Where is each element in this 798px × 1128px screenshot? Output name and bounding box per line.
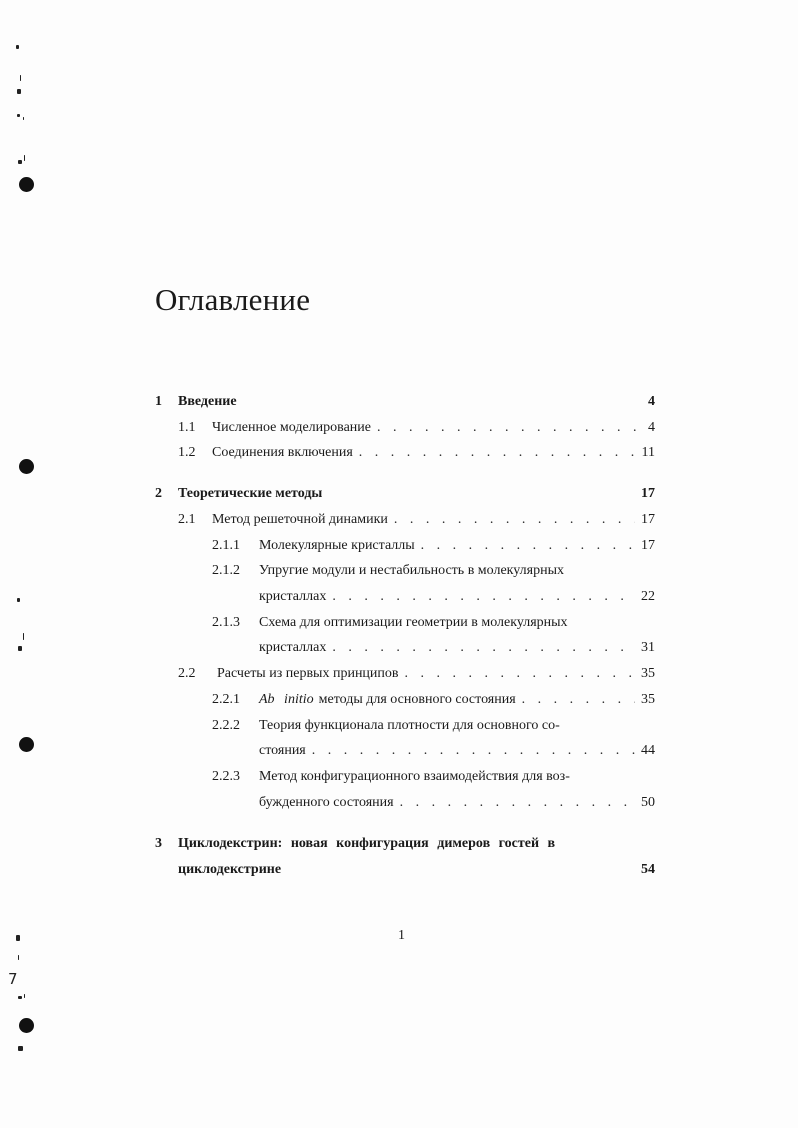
toc-label: Численное моделирование (212, 420, 371, 435)
scan-speck (18, 996, 22, 999)
toc-subsection-2-2-2[interactable] (212, 718, 655, 734)
toc-section-2-2[interactable] (178, 666, 655, 682)
toc-label: Молекулярные кристаллы (259, 538, 415, 553)
scan-speck (16, 45, 19, 49)
toc-chapter-3[interactable] (155, 836, 655, 852)
toc-subsection-2-1-2-cont[interactable] (259, 589, 655, 605)
toc-label: Упругие модули и нестабильность в молекулярных (259, 563, 564, 578)
toc-page: 22 (641, 589, 655, 604)
toc-label: Циклодекстрин: новая конфигурация димеров гостей в (178, 836, 556, 851)
toc-leader-dots (421, 538, 635, 554)
toc-label-italic: Ab initio (259, 692, 314, 707)
toc-label: Соединения включения (212, 445, 353, 460)
toc-label-continued: кристаллах (259, 640, 327, 655)
toc-leader-dots (332, 589, 635, 605)
toc-subsection-2-1-1[interactable] (212, 538, 655, 554)
toc-subsection-2-1-3[interactable] (212, 615, 655, 631)
toc-number: 2 (155, 486, 162, 501)
toc-label-continued: стояния (259, 743, 306, 758)
toc-page: 4 (648, 394, 655, 409)
toc-section-2-1[interactable] (178, 512, 655, 528)
toc-label: Расчеты из первых принципов (217, 666, 399, 681)
toc-section-1-1[interactable] (178, 420, 655, 436)
toc-number: 1.1 (178, 420, 196, 435)
scan-speck (17, 114, 20, 117)
toc-chapter-1[interactable] (155, 394, 655, 410)
toc-subsection-2-2-2-cont[interactable] (259, 743, 655, 759)
toc-number: 2.2.3 (212, 769, 240, 784)
scan-speck (16, 935, 20, 941)
toc-label: Теоретические методы (178, 486, 323, 501)
toc-leader-dots (359, 445, 636, 461)
toc-number: 2.1.1 (212, 538, 240, 553)
toc-subsection-2-2-3[interactable] (212, 769, 655, 785)
scan-speck (23, 117, 24, 120)
toc-page: 35 (641, 666, 655, 681)
toc-page: 44 (641, 743, 655, 758)
toc-leader-dots (405, 666, 635, 682)
toc-page: 17 (641, 512, 655, 527)
toc-page: 35 (641, 692, 655, 707)
toc-page: 17 (641, 538, 655, 553)
scan-speck (18, 646, 22, 651)
page-number: 1 (398, 928, 405, 943)
toc-leader-dots (522, 692, 635, 708)
toc-page: 31 (641, 640, 655, 655)
toc-subsection-2-2-3-cont[interactable] (259, 795, 655, 811)
toc-subsection-2-1-3-cont[interactable] (259, 640, 655, 656)
toc-number: 3 (155, 836, 162, 851)
toc-number: 2.1.3 (212, 615, 240, 630)
scan-speck (20, 75, 21, 81)
toc-chapter-2[interactable] (155, 486, 655, 502)
scan-speck (24, 155, 25, 161)
scan-speck (18, 160, 22, 164)
toc-section-1-2[interactable] (178, 445, 655, 461)
punch-hole-1 (19, 177, 34, 192)
toc-number: 1.2 (178, 445, 196, 460)
toc-page: 4 (648, 420, 655, 435)
toc-page: 54 (641, 862, 655, 877)
toc-page: 17 (641, 486, 655, 501)
toc-subsection-2-1-2[interactable] (212, 563, 655, 579)
handwritten-mark: 7 (8, 970, 18, 988)
scan-speck (17, 598, 20, 602)
scan-speck (24, 994, 25, 998)
toc-label: Метод решеточной динамики (212, 512, 388, 527)
toc-chapter-3-cont[interactable] (178, 862, 655, 878)
toc-number: 2.1.2 (212, 563, 240, 578)
toc-leader-dots (394, 512, 635, 528)
punch-hole-4 (19, 1018, 34, 1033)
toc-label-continued: бужденного состояния (259, 795, 394, 810)
toc-number: 2.2.1 (212, 692, 240, 707)
toc-number: 1 (155, 394, 162, 409)
page-title: Оглавление (155, 282, 311, 317)
toc-number: 2.2.2 (212, 718, 240, 733)
toc-label: методы для основного состояния (318, 692, 516, 707)
toc-leader-dots (332, 640, 635, 656)
punch-hole-2 (19, 459, 34, 474)
toc-label: Теория функционала плотности для основного со- (259, 718, 560, 733)
punch-hole-3 (19, 737, 34, 752)
scan-speck (23, 633, 24, 640)
toc-page: 11 (641, 445, 655, 460)
scan-speck (17, 89, 21, 94)
toc-label: Введение (178, 394, 237, 409)
toc-label: Метод конфигурационного взаимодействия для воз- (259, 769, 570, 784)
toc-number: 2.1 (178, 512, 196, 527)
toc-leader-dots (377, 420, 642, 436)
toc-page: 50 (641, 795, 655, 810)
scan-speck (18, 955, 19, 960)
scan-speck (18, 1046, 23, 1051)
toc-label-continued: кристаллах (259, 589, 327, 604)
toc-number: 2.2 (178, 666, 196, 681)
toc-label: Схема для оптимизации геометрии в молекулярных (259, 615, 568, 630)
toc-label-continued: циклодекстрине (178, 862, 282, 877)
toc-subsection-2-2-1[interactable] (212, 692, 655, 708)
toc-leader-dots (400, 795, 635, 811)
toc-leader-dots (312, 743, 635, 759)
